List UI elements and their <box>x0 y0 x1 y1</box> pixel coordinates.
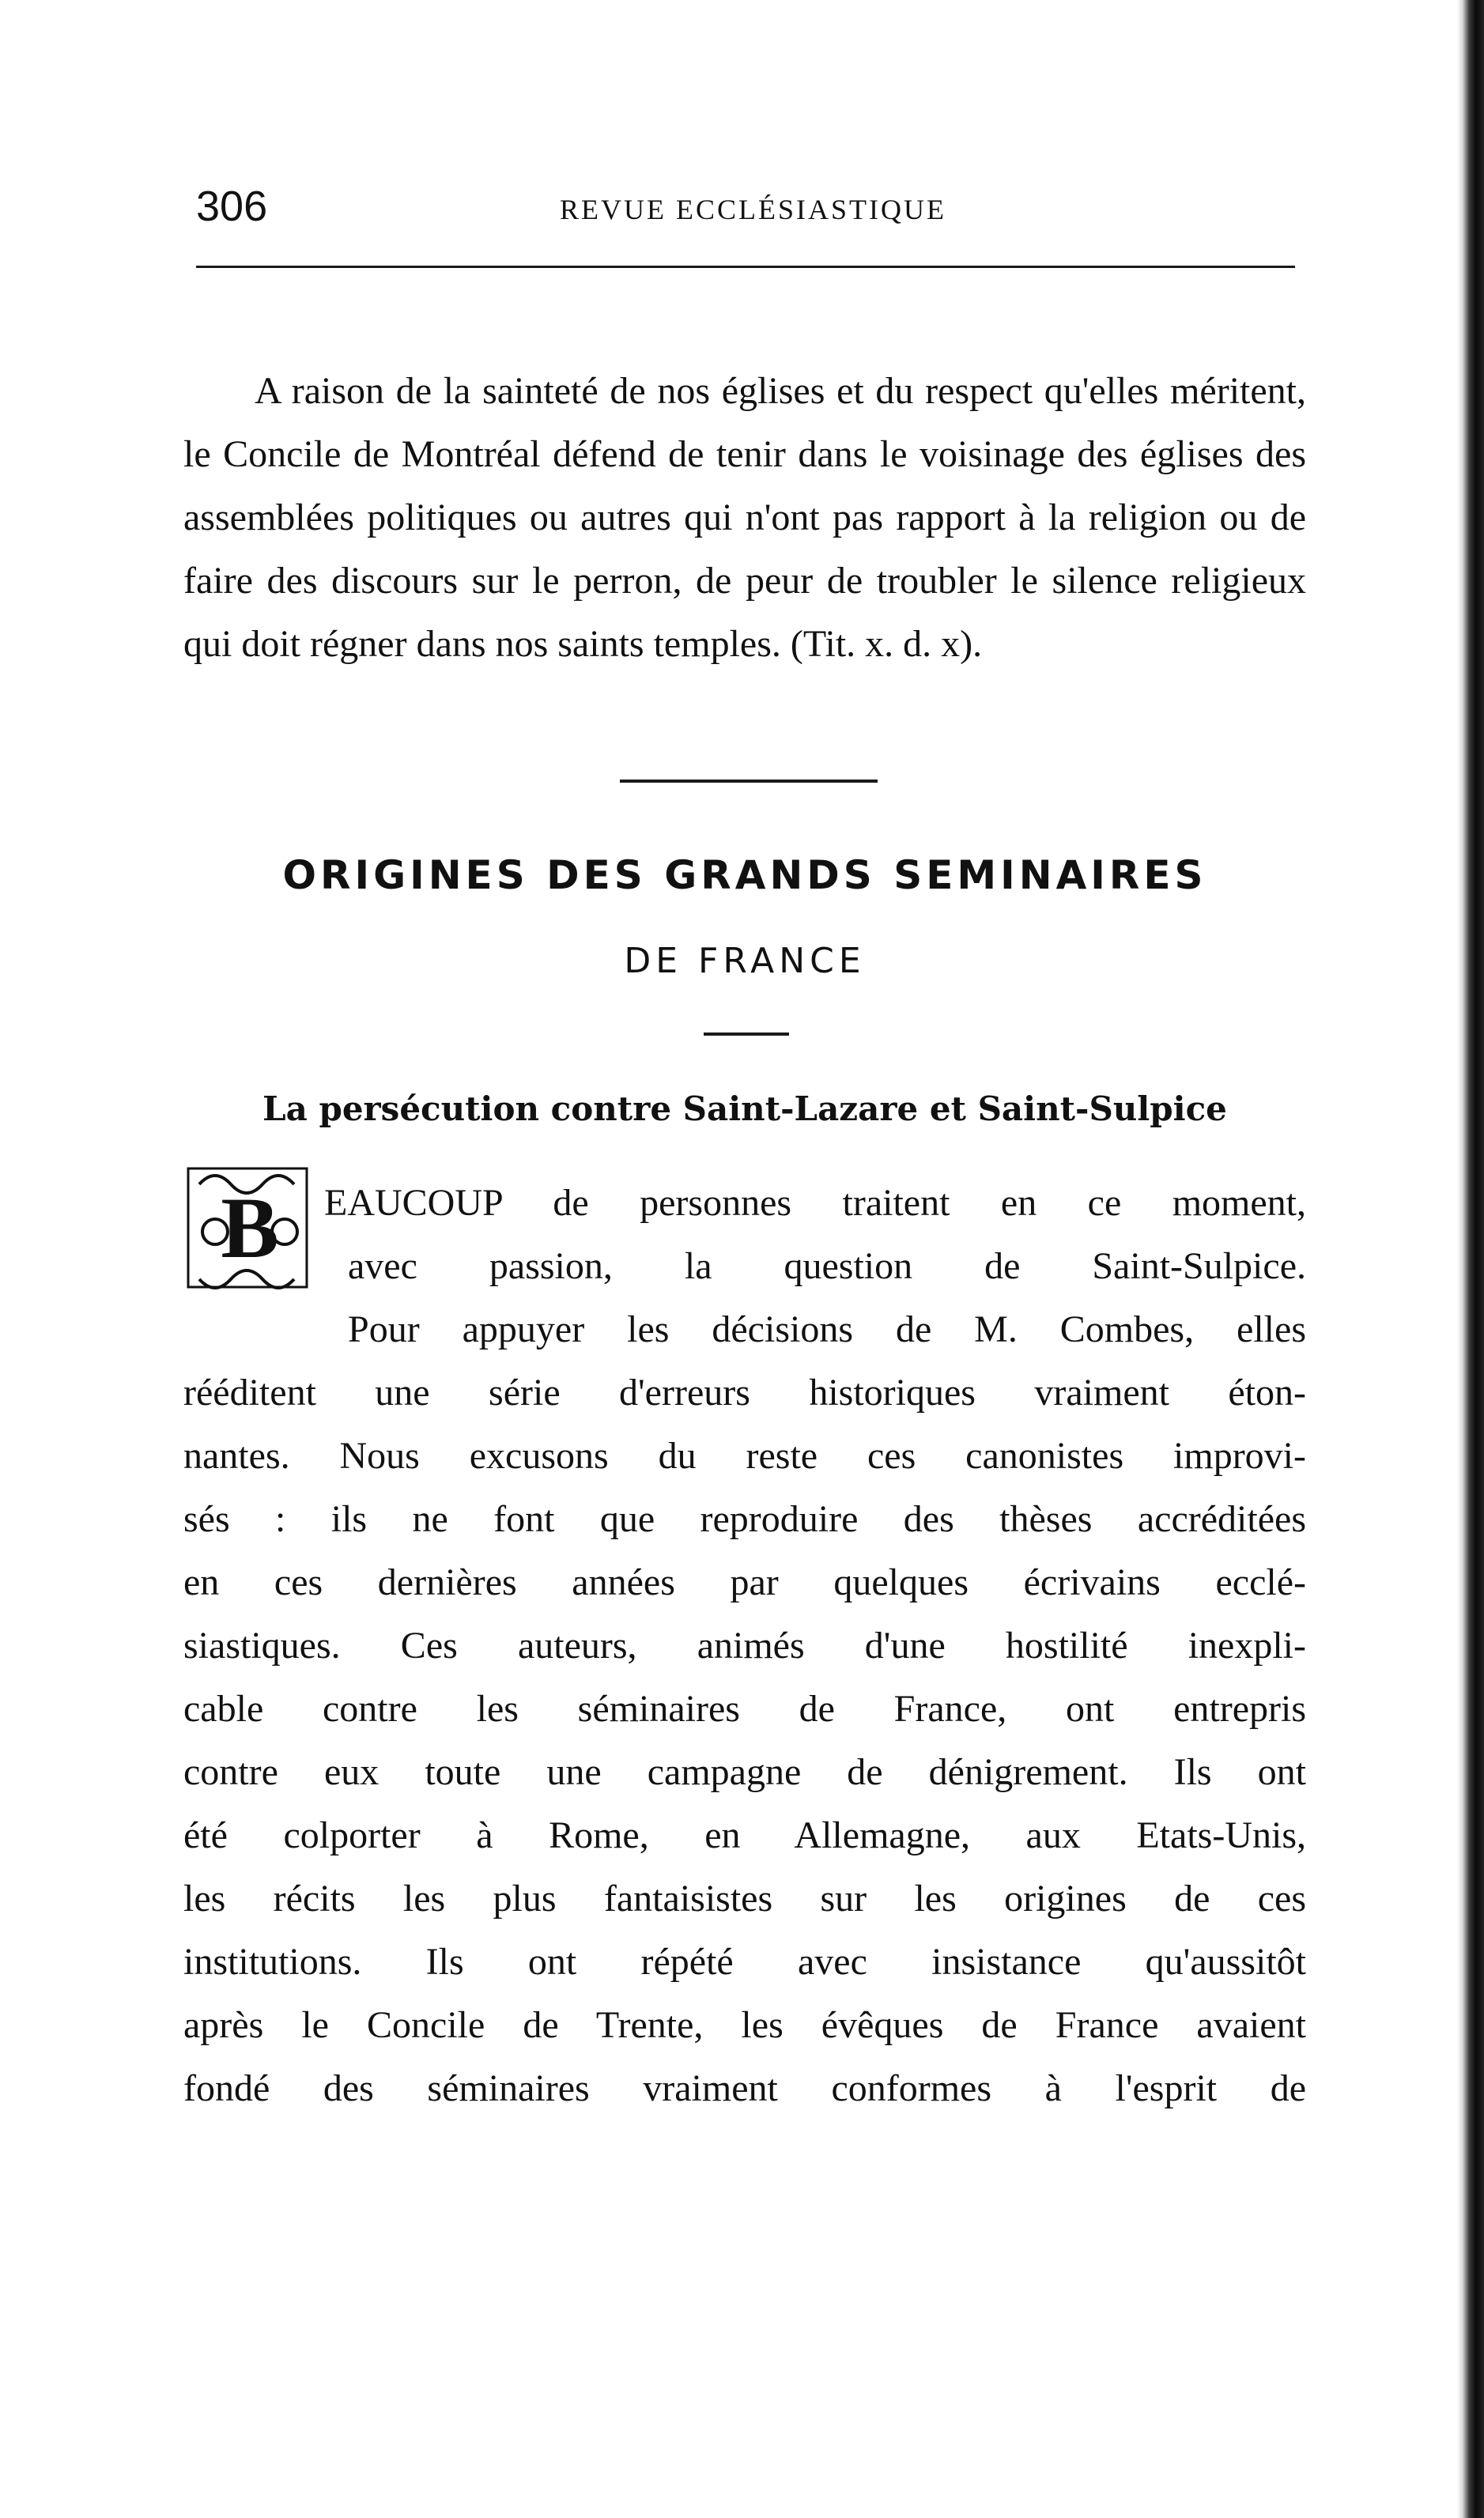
body-line: été colporter à Rome, en Allemagne, aux Etats-Unis, <box>183 1814 1306 1856</box>
body-line: cable contre les séminaires de France, ont entrepris <box>183 1688 1306 1730</box>
body-line: fondé des séminaires vraiment conformes à l'esprit de <box>183 2067 1306 2109</box>
body-line: les récits les plus fantaisistes sur les origines de ces <box>183 1878 1306 1920</box>
body-line: siastiques. Ces auteurs, animés d'une hostilité inexpli- <box>183 1625 1306 1667</box>
binding-edge <box>1457 0 1484 2518</box>
article-title: ORIGINES DES GRANDS SEMINAIRES <box>282 852 1207 898</box>
body-line: en ces dernières années par quelques écrivains ecclé- <box>183 1561 1306 1603</box>
section-divider <box>620 780 878 783</box>
dropcap-letter: B <box>221 1180 279 1276</box>
body-line: sés : ils ne font que reproduire des thèses accréditées <box>183 1498 1306 1540</box>
article-subheading: La persécution contre Saint-Lazare et Saint-Sulpice <box>262 1089 1227 1128</box>
body-line: contre eux toute une campagne de dénigrement. Ils ont <box>183 1751 1306 1793</box>
header-rule <box>196 266 1295 268</box>
dropcap-line-1: EAUCOUP de personnes traitent en ce moment, <box>324 1182 1306 1224</box>
article-subtitle: DE FRANCE <box>624 941 866 981</box>
dropcap-line-2: avec passion, la question de Saint-Sulpice. <box>348 1245 1306 1287</box>
dropcap-text-lines <box>324 1172 1306 1361</box>
paragraph-1-text: A raison de la sainteté de nos églises et du respect qu'elles méritent, le Concile de Montréal défend de tenir dans le voisinage des églises des assemblées politiques ou autres qui n'ont pas rapport à la religion ou de faire des discours sur le perron, de peur de troubler le silence religieux qui doit régner dans nos saints temples. (Tit. x. d. x). <box>183 370 1306 665</box>
page-number: 306 <box>196 183 268 230</box>
running-head: REVUE ECCLÉSIASTIQUE <box>560 194 946 225</box>
paragraph-1 <box>183 360 1306 676</box>
body-line: nantes. Nous excusons du reste ces canonistes improvi- <box>183 1435 1306 1477</box>
body-line: institutions. Ils ont répété avec insistance qu'aussitôt <box>183 1941 1306 1983</box>
ornamental-dropcap <box>183 1161 316 1303</box>
dropcap-line-3: Pour appuyer les décisions de M. Combes, elles <box>348 1308 1306 1350</box>
ornamental-dropcap-icon <box>183 1161 316 1303</box>
paragraph-2-body <box>183 1361 1306 2120</box>
title-divider <box>704 1032 789 1036</box>
body-line: rééditent une série d'erreurs historiques vraiment éton- <box>183 1372 1306 1414</box>
body-line: après le Concile de Trente, les évêques de France avaient <box>183 2004 1306 2046</box>
page-header <box>196 182 1295 237</box>
